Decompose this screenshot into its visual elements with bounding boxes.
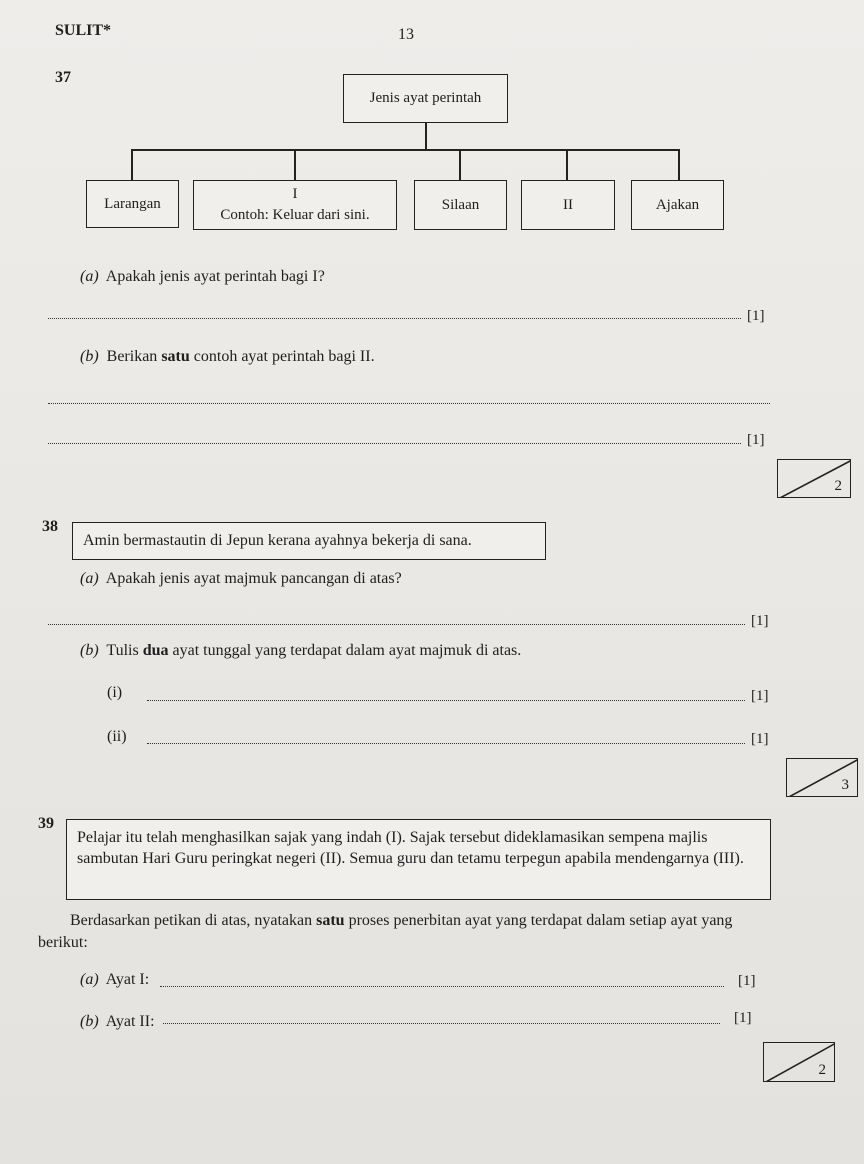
mark-q39a: [1] — [738, 973, 756, 989]
answer-line-q38b-i[interactable] — [147, 700, 745, 701]
q38a-label: (a) — [80, 570, 99, 587]
q39-passage-box: Pelajar itu telah menghasilkan sajak yang indah (I). Sajak tersebut dideklamasikan sempena majlis sambutan Hari Guru peringkat negeri (II). Semua guru dan tetamu terpegun apabila mendengarnya (III). — [66, 819, 771, 900]
q37b — [80, 348, 375, 366]
q37b-text-bold: satu — [161, 348, 190, 365]
score-box-q39 — [763, 1042, 835, 1082]
q37b-label: (b) — [80, 348, 99, 365]
mark-q38b-i: [1] — [751, 688, 769, 704]
q38b-text-pre: Tulis — [106, 642, 143, 659]
mark-q37b: [1] — [747, 432, 765, 448]
diagram-box-ajakan: Ajakan — [631, 180, 724, 230]
q39a-text: Ayat I: — [105, 971, 150, 988]
q38b — [80, 642, 521, 660]
diagram-box-larangan: Larangan — [86, 180, 179, 228]
answer-line-q37b-2[interactable] — [48, 443, 741, 444]
diagram-i-label: I — [292, 186, 298, 202]
q37b-text-pre: Berikan — [106, 348, 162, 365]
q39b-text: Ayat II: — [105, 1013, 155, 1030]
answer-line-q39b[interactable] — [163, 1023, 720, 1024]
q37b-text-post: contoh ayat perintah bagi II. — [189, 348, 375, 365]
q38b-text-bold: dua — [142, 642, 169, 659]
diagram-root-box: Jenis ayat perintah — [343, 74, 508, 123]
q39b-label: (b) — [80, 1013, 99, 1030]
mark-q37a: [1] — [747, 308, 765, 324]
q37a — [80, 268, 325, 286]
mark-q39b: [1] — [734, 1010, 752, 1026]
q39-instruction — [38, 910, 776, 954]
connector-i — [294, 149, 296, 180]
q38b-ii-label: (ii) — [107, 728, 127, 745]
q39b — [80, 1013, 155, 1031]
connector-silaan — [459, 149, 461, 180]
answer-line-q39a[interactable] — [160, 986, 724, 987]
answer-line-q38b-ii[interactable] — [147, 743, 745, 744]
diagram-box-i — [193, 180, 397, 230]
score-box-q37 — [777, 459, 851, 498]
connector-horizontal — [131, 149, 679, 151]
answer-line-q37a[interactable] — [48, 318, 741, 319]
question-number-37: 37 — [55, 69, 71, 86]
q38b-i-label: (i) — [107, 684, 123, 701]
q38b-text-post: ayat tunggal yang terdapat dalam ayat majmuk di atas. — [168, 642, 522, 659]
score-q38: 3 — [841, 777, 849, 793]
answer-line-q37b-1[interactable] — [48, 403, 770, 404]
diagram-box-silaan: Silaan — [414, 180, 507, 230]
q39a-label: (a) — [80, 971, 99, 988]
q39a — [80, 971, 149, 989]
mark-q38a: [1] — [751, 613, 769, 629]
q38a — [80, 570, 402, 588]
connector-larangan — [131, 149, 133, 180]
q38a-text: Apakah jenis ayat majmuk pancangan di atas? — [105, 570, 402, 587]
q38b-label: (b) — [80, 642, 99, 659]
q37a-text: Apakah jenis ayat perintah bagi I? — [105, 268, 325, 285]
mark-q38b-ii: [1] — [751, 731, 769, 747]
connector-ajakan — [678, 149, 680, 180]
connector-ii — [566, 149, 568, 180]
diagram-i-example: Contoh: Keluar dari sini. — [220, 207, 370, 223]
q39-instr-post: proses penerbitan ayat yang terdapat dalam setiap ayat yang berikut: — [38, 912, 733, 951]
page-number: 13 — [398, 26, 414, 43]
question-number-38: 38 — [42, 518, 58, 535]
q38-passage-box: Amin bermastautin di Jepun kerana ayahnya bekerja di sana. — [72, 522, 546, 560]
question-number-39: 39 — [38, 815, 54, 832]
q39-instr-bold: satu — [316, 912, 345, 929]
score-q37: 2 — [834, 478, 842, 494]
q37a-label: (a) — [80, 268, 99, 285]
diagram-box-ii: II — [521, 180, 615, 230]
q39-instr-pre: Berdasarkan petikan di atas, nyatakan — [70, 912, 317, 929]
answer-line-q38a[interactable] — [48, 624, 745, 625]
connector-root — [425, 123, 427, 150]
header-sulit: SULIT* — [55, 22, 112, 39]
score-q39: 2 — [818, 1062, 826, 1078]
score-box-q38 — [786, 758, 858, 797]
